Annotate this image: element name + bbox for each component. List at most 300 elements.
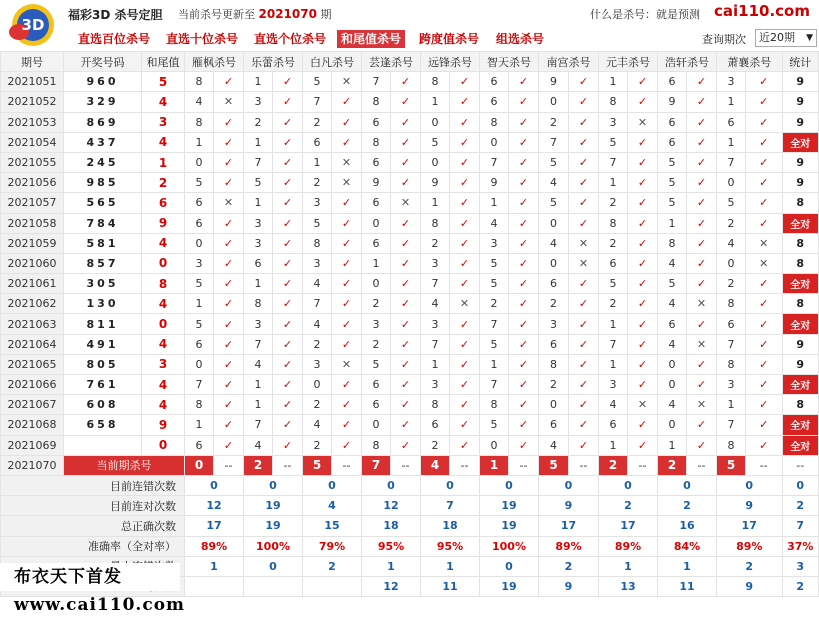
stats-label: 总正确次数 [1,516,185,536]
pick-number-cell: 4 [303,274,332,294]
stats-row [1,516,819,536]
pick-number-cell: 5 [658,193,687,213]
stats-value: 17 [185,516,244,536]
current-kill-label: 当前期杀号 [64,455,185,475]
pick-number-cell: 1 [303,152,332,172]
check-icon: ✓ [391,395,421,415]
check-icon: ✓ [391,112,421,132]
check-icon: ✓ [332,334,362,354]
check-icon: ✓ [273,274,303,294]
check-icon: ✓ [569,193,599,213]
check-icon: ✓ [450,213,480,233]
stat-cell: 9 [782,334,819,354]
check-icon: ✓ [628,435,658,455]
pick-number-cell: 7 [599,152,628,172]
table-row [1,274,819,294]
pick-number-cell: 1 [244,193,273,213]
pick-number-cell: 8 [717,354,746,374]
pick-number-cell: 6 [539,274,569,294]
dash-cell: -- [391,455,421,475]
issue-cell: 2021051 [1,72,64,92]
pick-number-cell: 0 [185,233,214,253]
stats-value: 18 [362,516,421,536]
check-icon: ✓ [391,274,421,294]
pick-number-cell: 1 [480,193,509,213]
check-icon: ✓ [746,193,783,213]
current-row [1,455,819,475]
pick-number-cell: 5 [658,274,687,294]
check-icon: ✓ [628,92,658,112]
pick-number-cell: 3 [244,213,273,233]
check-icon: ✓ [569,435,599,455]
prize-number-cell: 985 [64,173,142,193]
check-icon: ✓ [214,233,244,253]
check-icon: ✓ [687,233,717,253]
stats-value: 17 [599,516,658,536]
tab-hundreds-kill[interactable]: 直选百位杀号 [78,32,151,46]
check-icon: ✓ [450,72,480,92]
col-header-prize: 开奖号码 [64,52,142,72]
check-icon: ✓ [628,152,658,172]
dash-cell: -- [569,455,599,475]
check-icon: ✓ [509,213,539,233]
col-header-predictor: 浩轩杀号 [658,52,717,72]
check-icon: ✓ [687,92,717,112]
check-icon: ✓ [273,415,303,435]
issue-cell: 2021066 [1,375,64,395]
stats-value: 0 [421,475,480,495]
pick-number-cell: 3 [539,314,569,334]
check-icon: ✓ [687,193,717,213]
check-icon: ✓ [687,173,717,193]
stats-value: 0 [244,475,303,495]
stat-cell: 9 [782,173,819,193]
pick-number-cell: 1 [717,132,746,152]
pick-number-cell: 1 [421,193,450,213]
check-icon: ✓ [569,112,599,132]
pick-number-cell: 1 [362,253,391,273]
check-icon: ✓ [746,354,783,374]
check-icon: ✓ [391,314,421,334]
page-header [0,0,819,51]
check-icon: ✓ [214,294,244,314]
check-icon: ✓ [628,193,658,213]
current-pick-cell: 1 [480,455,509,475]
pick-number-cell: 3 [421,253,450,273]
stat-cell: 全对 [782,274,819,294]
current-issue-cell: 2021070 [1,455,64,475]
check-icon: ✓ [450,435,480,455]
pick-number-cell: 7 [303,92,332,112]
issue-cell: 2021061 [1,274,64,294]
pick-number-cell: 8 [658,233,687,253]
pick-number-cell: 2 [362,294,391,314]
cross-icon: ✕ [332,354,362,374]
pick-number-cell: 3 [717,72,746,92]
check-icon: ✓ [332,415,362,435]
stat-cell: 9 [782,92,819,112]
pick-number-cell: 0 [185,354,214,374]
pick-number-cell: 6 [658,314,687,334]
pick-number-cell: 0 [658,415,687,435]
pick-number-cell: 8 [717,294,746,314]
prize-number-cell: 245 [64,152,142,172]
check-icon: ✓ [391,233,421,253]
issue-cell: 2021069 [1,435,64,455]
pick-number-cell: 6 [244,253,273,273]
current-pick-cell: 4 [421,455,450,475]
stats-value: 15 [303,516,362,536]
table-row [1,152,819,172]
stats-value: 89% [539,536,599,556]
prize-number-cell: 491 [64,334,142,354]
pick-number-cell: 8 [717,435,746,455]
table-row [1,92,819,112]
pick-number-cell: 5 [185,173,214,193]
check-icon: ✓ [509,112,539,132]
pick-number-cell: 2 [599,233,628,253]
pick-number-cell: 1 [244,395,273,415]
dash-cell: -- [687,455,717,475]
pick-number-cell: 1 [421,354,450,374]
check-icon: ✓ [391,92,421,112]
pick-number-cell: 7 [599,334,628,354]
stats-label: 准确率（全对率） [1,536,185,556]
check-icon: ✓ [273,233,303,253]
cross-icon: ✕ [332,72,362,92]
pick-number-cell: 0 [303,375,332,395]
pick-number-cell: 8 [362,435,391,455]
prize-number-cell: 784 [64,213,142,233]
col-header-stat: 统计 [782,52,819,72]
pick-number-cell: 1 [244,72,273,92]
stats-value: 19 [244,516,303,536]
pick-number-cell: 3 [185,253,214,273]
dash-cell: -- [628,455,658,475]
pick-number-cell: 6 [185,213,214,233]
prize-number-cell: 130 [64,294,142,314]
stats-value: 1 [362,556,421,576]
current-pick-cell: 2 [658,455,687,475]
pick-number-cell: 7 [480,375,509,395]
pick-number-cell: 8 [539,354,569,374]
check-icon: ✓ [746,274,783,294]
prize-number-cell: 437 [64,132,142,152]
pick-number-cell: 6 [599,415,628,435]
stat-cell: 全对 [782,132,819,152]
stat-cell: 8 [782,193,819,213]
cross-icon: ✕ [391,193,421,213]
check-icon: ✓ [214,72,244,92]
pick-number-cell: 5 [599,132,628,152]
issue-cell: 2021064 [1,334,64,354]
pick-number-cell: 6 [185,334,214,354]
cross-icon: ✕ [746,233,783,253]
stats-value: 17 [717,516,783,536]
pick-number-cell: 8 [362,92,391,112]
prize-number-cell: 658 [64,415,142,435]
check-icon: ✓ [450,193,480,213]
check-icon: ✓ [273,92,303,112]
issue-cell: 2021067 [1,395,64,415]
col-header-predictor: 智天杀号 [480,52,539,72]
logo-text: 3D [21,16,45,34]
pick-number-cell: 4 [599,395,628,415]
pick-number-cell: 2 [303,112,332,132]
pick-number-cell: 5 [362,354,391,374]
check-icon: ✓ [569,334,599,354]
pick-number-cell: 6 [362,395,391,415]
sum-tail-cell: 9 [142,213,185,233]
tab-tens-kill[interactable]: 直选十位杀号 [166,32,239,46]
stats-value: 2 [303,556,362,576]
check-icon: ✓ [273,152,303,172]
check-icon: ✓ [509,152,539,172]
check-icon: ✓ [687,435,717,455]
stats-value: 17 [539,516,599,536]
pick-number-cell: 5 [185,314,214,334]
tab-span-kill[interactable]: 跨度值杀号 [419,32,480,46]
sum-tail-cell: 3 [142,112,185,132]
check-icon: ✓ [569,152,599,172]
tab-group-kill[interactable]: 组选杀号 [496,32,545,46]
stats-value: 9 [717,496,783,516]
stat-cell: 8 [782,233,819,253]
pick-number-cell: 4 [539,435,569,455]
check-icon: ✓ [391,375,421,395]
check-icon: ✓ [687,112,717,132]
issue-cell: 2021054 [1,132,64,152]
tab-units-kill[interactable]: 直选个位杀号 [254,32,327,46]
stats-label: 目前连错次数 [1,475,185,495]
pick-number-cell: 0 [539,92,569,112]
check-icon: ✓ [687,132,717,152]
check-icon: ✓ [746,375,783,395]
stats-value: 19 [480,576,539,596]
pick-number-cell: 6 [480,92,509,112]
pick-number-cell: 2 [303,334,332,354]
check-icon: ✓ [391,152,421,172]
check-icon: ✓ [391,213,421,233]
table-row [1,354,819,374]
dash-cell: -- [509,455,539,475]
check-icon: ✓ [332,193,362,213]
pick-number-cell: 7 [717,415,746,435]
col-header-predictor: 白凡杀号 [303,52,362,72]
pick-number-cell: 6 [717,112,746,132]
check-icon: ✓ [746,173,783,193]
pick-number-cell: 5 [480,253,509,273]
check-icon: ✓ [569,72,599,92]
cross-icon: ✕ [687,294,717,314]
check-icon: ✓ [509,294,539,314]
pick-number-cell: 3 [303,253,332,273]
cross-icon: ✕ [687,395,717,415]
pick-number-cell: 3 [244,92,273,112]
check-icon: ✓ [628,274,658,294]
sum-tail-cell: 4 [142,334,185,354]
current-pick-cell: 5 [303,455,332,475]
check-icon: ✓ [214,274,244,294]
check-icon: ✓ [332,112,362,132]
dash-cell: -- [450,455,480,475]
check-icon: ✓ [628,334,658,354]
issue-cell: 2021065 [1,354,64,374]
pick-number-cell: 4 [658,253,687,273]
pick-number-cell: 5 [717,193,746,213]
pick-number-cell: 1 [421,92,450,112]
check-icon: ✓ [391,253,421,273]
what-is-kill-text: 什么是杀号：就是预测 [590,8,700,21]
pick-number-cell: 0 [539,213,569,233]
check-icon: ✓ [746,294,783,314]
check-icon: ✓ [450,152,480,172]
table-row [1,233,819,253]
pick-number-cell: 2 [244,112,273,132]
prize-number-cell: 761 [64,375,142,395]
check-icon: ✓ [450,395,480,415]
stat-cell: 9 [782,112,819,132]
stats-value: 19 [480,516,539,536]
pick-number-cell: 8 [480,112,509,132]
check-icon: ✓ [273,213,303,233]
stats-value: 11 [658,576,717,596]
pick-number-cell: 7 [421,334,450,354]
check-icon: ✓ [569,395,599,415]
pick-number-cell: 4 [658,334,687,354]
stats-value: 1 [185,556,244,576]
check-icon: ✓ [628,375,658,395]
stats-value: 2 [539,556,599,576]
site-link[interactable]: cai110.com [714,2,810,20]
stats-value: 19 [244,496,303,516]
check-icon: ✓ [450,334,480,354]
check-icon: ✓ [509,354,539,374]
pick-number-cell: 7 [244,334,273,354]
col-header-predictor: 乐蕾杀号 [244,52,303,72]
check-icon: ✓ [509,274,539,294]
check-icon: ✓ [687,415,717,435]
pick-number-cell: 6 [599,253,628,273]
stats-value: 0 [362,475,421,495]
prize-number-cell [64,435,142,455]
check-icon: ✓ [273,173,303,193]
stats-value: 4 [303,496,362,516]
check-icon: ✓ [391,354,421,374]
stats-value: 0 [599,475,658,495]
check-icon: ✓ [509,253,539,273]
check-icon: ✓ [509,193,539,213]
stats-value: 1 [421,556,480,576]
check-icon: ✓ [450,92,480,112]
prize-number-cell: 581 [64,233,142,253]
pick-number-cell: 1 [185,415,214,435]
pick-number-cell: 6 [717,314,746,334]
cross-icon: ✕ [687,334,717,354]
stat-cell: 全对 [782,213,819,233]
pick-number-cell: 0 [185,152,214,172]
check-icon: ✓ [273,132,303,152]
pick-number-cell: 6 [658,132,687,152]
check-icon: ✓ [450,415,480,435]
stats-value: 89% [185,536,244,556]
pick-number-cell: 3 [717,375,746,395]
prize-number-cell: 329 [64,92,142,112]
table-row [1,294,819,314]
table-row [1,173,819,193]
pick-number-cell: 6 [480,72,509,92]
prize-number-cell: 857 [64,253,142,273]
update-suffix: 期 [320,8,332,21]
stats-value [185,576,244,596]
stats-value: 18 [421,516,480,536]
stats-label: 目前连对次数 [1,496,185,516]
pick-number-cell: 6 [539,334,569,354]
pick-number-cell: 3 [421,314,450,334]
pick-number-cell: 6 [362,233,391,253]
period-select[interactable] [755,29,817,47]
prize-number-cell: 869 [64,112,142,132]
check-icon: ✓ [391,334,421,354]
cross-icon: ✕ [332,173,362,193]
check-icon: ✓ [569,274,599,294]
pick-number-cell: 7 [421,274,450,294]
cross-icon: ✕ [450,294,480,314]
pick-number-cell: 3 [303,354,332,374]
cross-icon: ✕ [214,193,244,213]
pick-number-cell: 6 [362,193,391,213]
stats-value: 2 [717,556,783,576]
pick-number-cell: 7 [539,132,569,152]
check-icon: ✓ [509,173,539,193]
tab-sum-tail-kill[interactable]: 和尾值杀号 [337,30,405,48]
pick-number-cell: 7 [480,314,509,334]
issue-cell: 2021059 [1,233,64,253]
pick-number-cell: 8 [599,92,628,112]
check-icon: ✓ [273,193,303,213]
pick-number-cell: 3 [421,375,450,395]
col-header-predictor: 芸逢杀号 [362,52,421,72]
check-icon: ✓ [628,72,658,92]
table-row [1,435,819,455]
col-header-predictor: 南宫杀号 [539,52,599,72]
check-icon: ✓ [569,173,599,193]
pick-number-cell: 6 [421,415,450,435]
pick-number-cell: 7 [717,334,746,354]
cross-icon: ✕ [628,112,658,132]
check-icon: ✓ [450,173,480,193]
table-row [1,415,819,435]
sum-tail-cell: 4 [142,132,185,152]
pick-number-cell: 0 [480,132,509,152]
pick-number-cell: 5 [421,132,450,152]
check-icon: ✓ [450,253,480,273]
check-icon: ✓ [450,233,480,253]
pick-number-cell: 8 [421,213,450,233]
stats-value [244,576,303,596]
stats-value: 79% [303,536,362,556]
cross-icon: ✕ [214,92,244,112]
check-icon: ✓ [746,112,783,132]
cross-icon: ✕ [628,395,658,415]
check-icon: ✓ [509,415,539,435]
pick-number-cell: 1 [717,92,746,112]
stats-value: 3 [782,556,819,576]
pick-number-cell: 9 [480,173,509,193]
pick-number-cell: 7 [244,415,273,435]
check-icon: ✓ [628,314,658,334]
check-icon: ✓ [509,314,539,334]
